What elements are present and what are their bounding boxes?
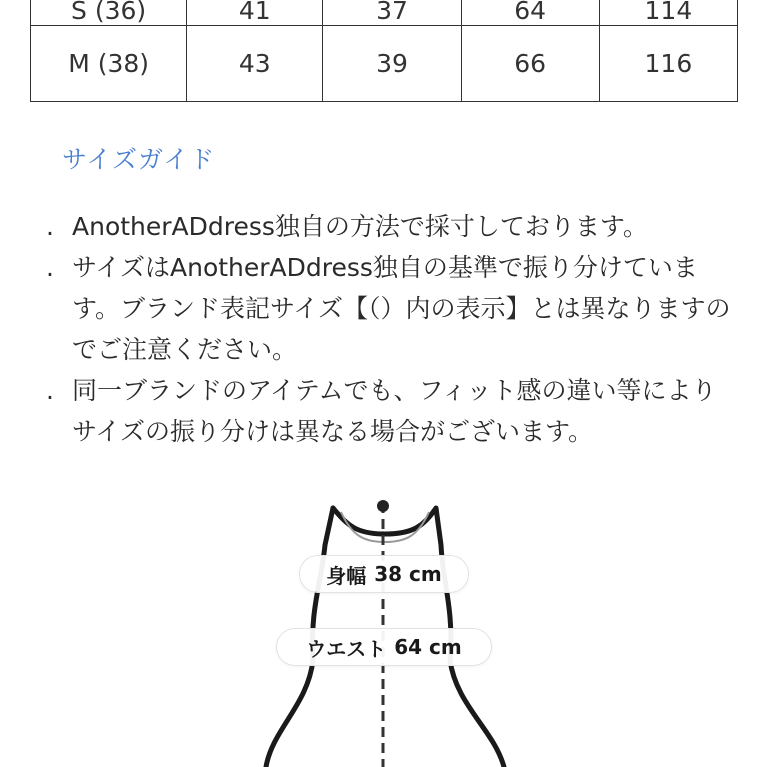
bullet: . bbox=[46, 376, 54, 405]
size-cell: S (36) bbox=[31, 0, 187, 26]
value-cell: 114 bbox=[599, 0, 737, 26]
value-cell: 43 bbox=[187, 26, 323, 102]
value-cell: 64 bbox=[461, 0, 599, 26]
list-item bbox=[40, 247, 740, 370]
size-guide-link[interactable]: サイズガイド bbox=[62, 145, 216, 174]
bullet: . bbox=[46, 212, 54, 241]
size-table bbox=[30, 0, 738, 102]
table-row bbox=[31, 26, 738, 102]
value-cell: 116 bbox=[599, 26, 737, 102]
note-text: AnotherADdress独自の方法で採寸しております。 bbox=[72, 212, 648, 241]
waist-measure-badge bbox=[277, 629, 491, 665]
note-text: 同一ブランドのアイテムでも、フィット感の違い等によりサイズの振り分けは異なる場合がございます。 bbox=[72, 376, 717, 446]
bullet: . bbox=[46, 253, 54, 282]
bust-label: 身幅 bbox=[326, 563, 367, 588]
value-cell: 39 bbox=[323, 26, 461, 102]
bust-measure-badge bbox=[300, 556, 468, 592]
dress-neckline bbox=[341, 512, 429, 542]
value-cell: 66 bbox=[461, 26, 599, 102]
size-cell: M (38) bbox=[31, 26, 187, 102]
notes-list bbox=[40, 206, 740, 452]
bust-value: 38 cm bbox=[374, 562, 442, 586]
table-row bbox=[31, 0, 738, 26]
seam-top-marker bbox=[377, 500, 389, 512]
value-cell: 37 bbox=[323, 0, 461, 26]
value-cell: 41 bbox=[187, 0, 323, 26]
waist-label: ウエスト bbox=[306, 636, 387, 661]
note-text: サイズはAnotherADdress独自の基準で振り分けています。ブランド表記サイズ【（）内の表示】とは異なりますのでご注意ください。 bbox=[72, 253, 731, 364]
list-item bbox=[40, 206, 740, 247]
waist-value: 64 cm bbox=[394, 635, 462, 659]
list-item bbox=[40, 370, 740, 452]
